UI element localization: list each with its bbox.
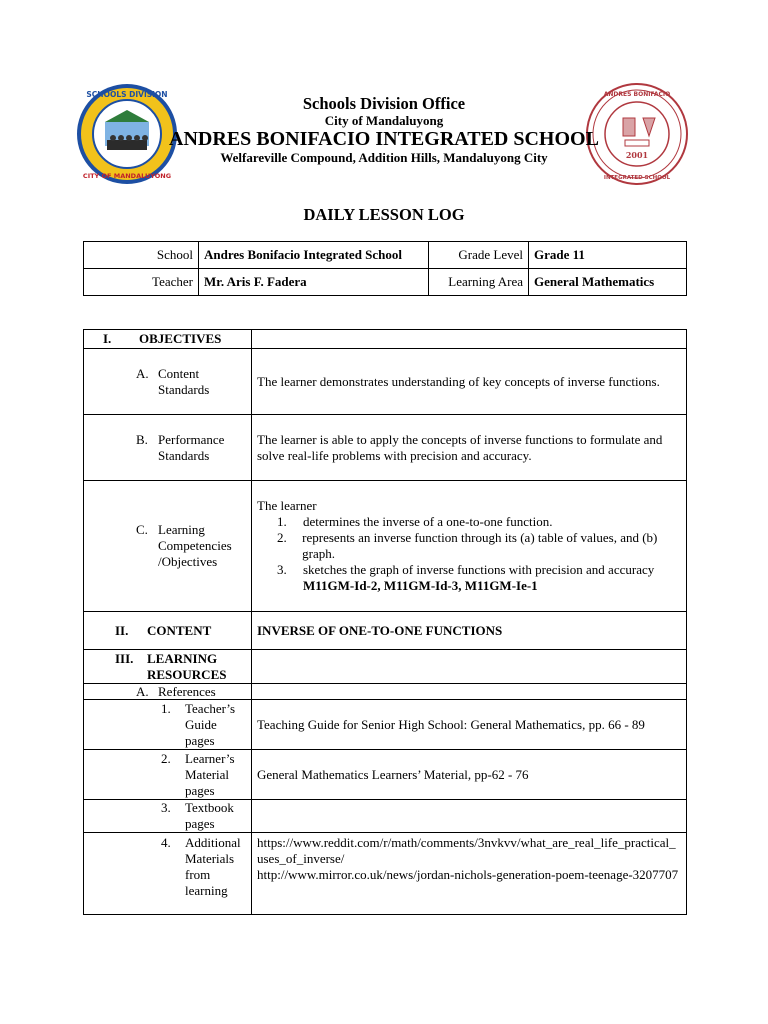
- competencies-intro: The learner: [257, 498, 317, 513]
- performance-standards-label-1: Performance: [158, 431, 225, 447]
- learning-area-label: Learning Area: [429, 269, 529, 296]
- references-row: [84, 684, 687, 700]
- section-numeral: II.: [115, 622, 129, 638]
- item-number: 1.: [161, 700, 171, 716]
- content-standards-row: [84, 349, 687, 415]
- competencies-label-2: Competencies: [158, 538, 232, 553]
- content-text: INVERSE OF ONE-TO-ONE FUNCTIONS: [252, 612, 687, 650]
- division-office-heading: Schools Division Office: [302, 94, 466, 113]
- item-number: 4.: [161, 835, 171, 850]
- additional-materials-label: Additional Materials from learning: [185, 835, 241, 898]
- learning-area-value: General Mathematics: [529, 269, 687, 296]
- list-item: 3. sketches the graph of inverse functions with precision and accuracy: [277, 562, 655, 577]
- school-name-heading: ANDRES BONIFACIO INTEGRATED SCHOOL: [169, 128, 599, 150]
- competencies-label-1: Learning: [158, 522, 205, 537]
- resources-heading-2: RESOURCES: [147, 666, 227, 682]
- svg-text:ANDRES BONIFACIO: ANDRES BONIFACIO: [603, 91, 671, 98]
- svg-text:2001: 2001: [625, 150, 649, 160]
- textbook-row: [84, 800, 687, 833]
- learning-competencies-row: [84, 481, 687, 612]
- textbook-label: Textbook pages: [185, 800, 234, 831]
- teachers-guide-row: [84, 700, 687, 750]
- objectives-header-row: [84, 330, 687, 349]
- additional-materials-row: [84, 833, 687, 915]
- performance-standards-text: The learner is able to apply the concepts of inverse functions to formulate and solve real-life problems with precision and accuracy.: [252, 415, 687, 481]
- learners-material-label: Learner’s Material pages: [185, 750, 235, 798]
- table-row: [84, 242, 687, 269]
- school-label: School: [84, 242, 199, 269]
- reference-link[interactable]: https://www.reddit.com/r/math/comments/3nvkvv/what_are_real_life_practical_uses_of_inverse/: [257, 835, 676, 866]
- list-item: 2. represents an inverse function through its (a) table of values, and (b) graph.: [277, 530, 658, 561]
- teacher-value: Mr. Aris F. Fadera: [199, 269, 429, 296]
- svg-text:CITY OF MANDALUYONG: CITY OF MANDALUYONG: [82, 172, 172, 180]
- city-heading: City of Mandaluyong: [324, 113, 444, 128]
- school-value: Andres Bonifacio Integrated School: [199, 242, 429, 269]
- content-heading: CONTENT: [147, 622, 212, 638]
- competencies-list: [257, 514, 681, 578]
- teachers-guide-label: Teacher’s Guide pages: [185, 700, 236, 748]
- content-row: [84, 612, 687, 650]
- content-standards-label-1: Content: [158, 365, 200, 381]
- lesson-log-table: [83, 329, 687, 915]
- grade-level-value: Grade 11: [529, 242, 687, 269]
- competency-codes: M11GM-Id-2, M11GM-Id-3, M11GM-Ie-1: [303, 578, 538, 593]
- objectives-heading: OBJECTIVES: [139, 331, 222, 346]
- textbook-text: [252, 800, 687, 833]
- learning-resources-row: [84, 650, 687, 684]
- teacher-label: Teacher: [84, 269, 199, 296]
- item-number: 2.: [161, 750, 171, 766]
- grade-level-label: Grade Level: [429, 242, 529, 269]
- learners-material-row: [84, 750, 687, 800]
- references-label: References: [158, 684, 216, 699]
- item-letter: B.: [136, 431, 148, 447]
- item-number: 3.: [161, 800, 171, 815]
- performance-standards-row: [84, 415, 687, 481]
- svg-text:INTEGRATED SCHOOL: INTEGRATED SCHOOL: [603, 175, 671, 181]
- school-address: Welfareville Compound, Addition Hills, Mandaluyong City: [220, 150, 548, 165]
- content-standards-text: The learner demonstrates understanding of key concepts of inverse functions.: [252, 349, 687, 415]
- performance-standards-label-2: Standards: [158, 447, 210, 463]
- competencies-label-3: /Objectives: [158, 554, 218, 569]
- resources-heading-1: LEARNING: [147, 650, 218, 666]
- learners-material-text: General Mathematics Learners’ Material, pp-62 - 76: [252, 750, 687, 800]
- table-row: [84, 269, 687, 296]
- svg-text:SCHOOLS DIVISION: SCHOOLS DIVISION: [86, 90, 168, 99]
- section-numeral: I.: [103, 331, 112, 346]
- item-letter: A.: [136, 684, 149, 699]
- document-title: DAILY LESSON LOG: [303, 205, 465, 224]
- section-numeral: III.: [115, 650, 134, 666]
- reference-link[interactable]: http://www.mirror.co.uk/news/jordan-nichols-generation-poem-teenage-3207707: [257, 867, 679, 882]
- info-table: [83, 241, 687, 296]
- teachers-guide-text: Teaching Guide for Senior High School: General Mathematics, pp. 66 - 89: [252, 700, 687, 750]
- content-standards-label-2: Standards: [158, 381, 210, 397]
- list-item: 1. determines the inverse of a one-to-one function.: [277, 514, 553, 529]
- item-letter: A.: [136, 365, 149, 381]
- item-letter: C.: [136, 522, 148, 537]
